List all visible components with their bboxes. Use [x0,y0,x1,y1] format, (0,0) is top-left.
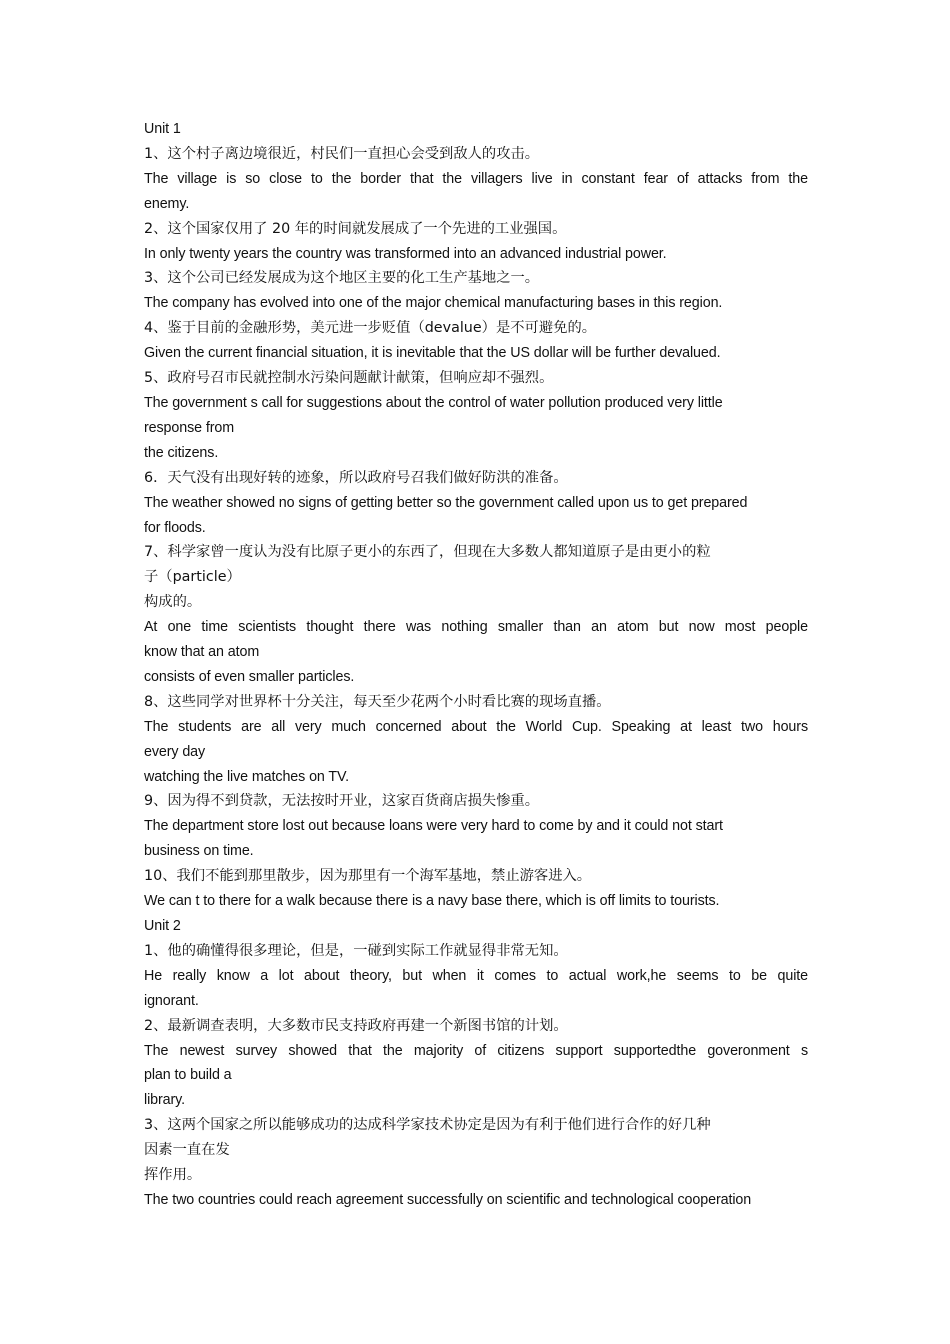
english-translation: He really know a lot about theory, but when it comes to actual work,he seems to be quite [144,967,808,984]
chinese-sentence: 1、他的确懂得很多理论，但是，一碰到实际工作就显得非常无知。 [144,942,568,959]
chinese-sentence: 2、最新调查表明，大多数市民支持政府再建一个新图书馆的计划。 [144,1017,568,1034]
unit-heading: Unit 2 [144,918,181,934]
chinese-sentence: 1、这个村子离边境很近，村民们一直担心会受到敌人的攻击。 [144,145,540,162]
chinese-sentence: 挥作用。 [144,1167,202,1184]
chinese-sentence: 9、因为得不到贷款，无法按时开业，这家百货商店损失惨重。 [144,793,540,810]
english-translation: In only twenty years the country was transformed into an advanced industrial power. [144,245,667,262]
english-translation: watching the live matches on TV. [144,768,350,785]
english-translation: plan to build a [144,1067,232,1084]
chinese-sentence: 构成的。 [144,594,202,611]
chinese-sentence: 10、我们不能到那里散步，因为那里有一个海军基地，禁止游客进入。 [144,868,592,885]
english-translation: The students are all very much concerned about the World Cup. Speaking at least two hours [144,718,808,735]
chinese-sentence: 6．天气没有出现好转的迹象，所以政府号召我们做好防洪的准备。 [144,469,568,486]
english-translation: The weather showed no signs of getting better so the government called upon us to get prepared [144,494,748,511]
chinese-sentence: 8、这些同学对世界杯十分关注，每天至少花两个小时看比赛的现场直播。 [144,693,611,710]
english-translation: business on time. [144,843,254,860]
english-translation: for floods. [144,519,206,536]
chinese-sentence: 7、科学家曾一度认为没有比原子更小的东西了，但现在大多数人都知道原子是由更小的粒 [144,544,711,561]
english-translation: The village is so close to the border that the villagers live in constant fear of attacks from the [144,170,808,187]
chinese-sentence: 2、这个国家仅用了 20 年的时间就发展成了一个先进的工业强国。 [144,220,567,237]
english-translation: The government s call for suggestions about the control of water pollution produced very little [144,394,723,411]
english-translation: The two countries could reach agreement successfully on scientific and technological cooperation [144,1191,752,1208]
english-translation: response from [144,419,235,436]
english-translation: library. [144,1092,186,1109]
chinese-sentence: 4、鉴于目前的金融形势，美元进一步贬值（devalue）是不可避免的。 [144,320,597,337]
english-translation: ignorant. [144,992,199,1009]
chinese-sentence: 5、政府号召市民就控制水污染问题献计献策，但响应却不强烈。 [144,370,554,387]
english-translation: Given the current financial situation, it is inevitable that the US dollar will be further devalued. [144,345,721,362]
chinese-sentence: 3、这个公司已经发展成为这个地区主要的化工生产基地之一。 [144,270,540,287]
english-translation: We can t to there for a walk because there is a navy base there, which is off limits to tourists. [144,893,720,910]
document-page [144,117,808,1213]
english-translation: At one time scientists thought there was nothing smaller than an atom but now most people [144,619,808,636]
chinese-sentence: 子（particle） [144,569,241,586]
english-translation: the citizens. [144,444,219,461]
english-translation: every day [144,743,206,760]
chinese-sentence: 3、这两个国家之所以能够成功的达成科学家技术协定是因为有利于他们进行合作的好几种 [144,1117,711,1134]
english-translation: enemy. [144,195,190,212]
chinese-sentence: 因素一直在发 [144,1142,230,1159]
unit-heading: Unit 1 [144,121,181,137]
english-translation: The department store lost out because loans were very hard to come by and it could not start [144,818,723,835]
english-translation: The newest survey showed that the majority of citizens support supportedthe goveronment s [144,1042,808,1059]
english-translation: consists of even smaller particles. [144,668,355,685]
english-translation: know that an atom [144,644,260,661]
english-translation: The company has evolved into one of the major chemical manufacturing bases in this region. [144,295,723,312]
